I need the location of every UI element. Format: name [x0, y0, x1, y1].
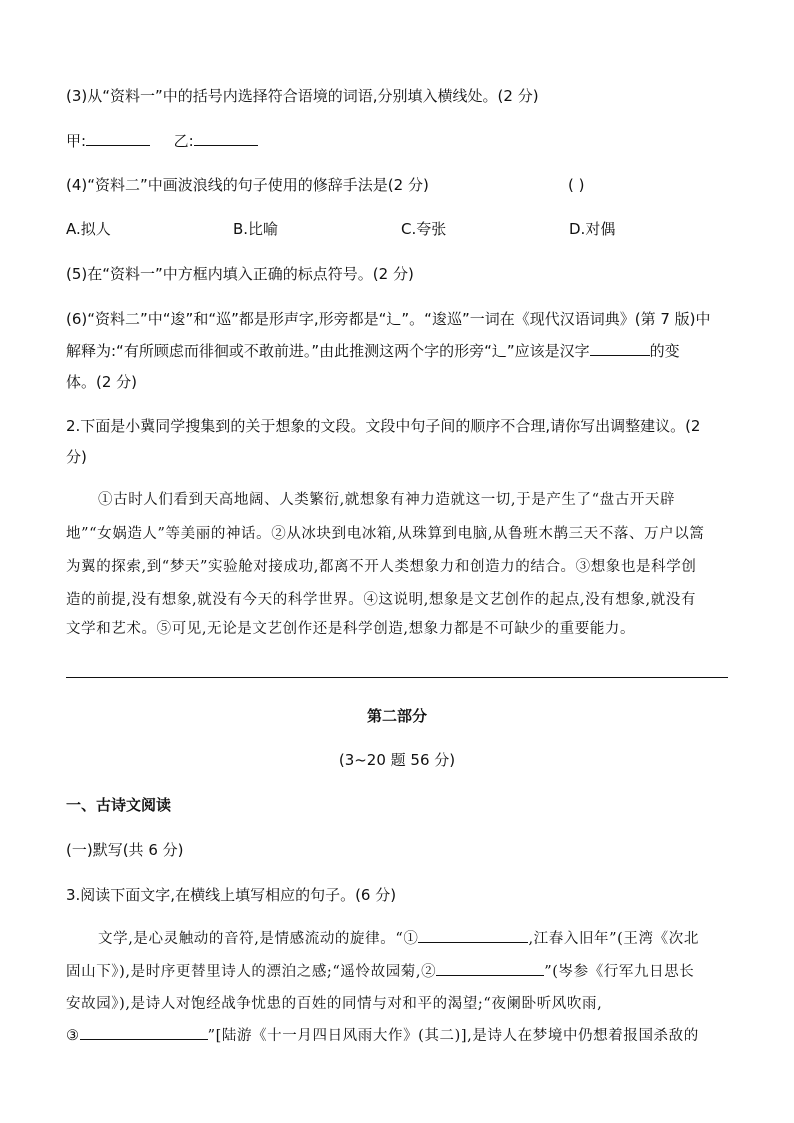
blank-1[interactable]: [418, 928, 528, 943]
blank-2[interactable]: [436, 961, 544, 976]
passage-line-1: ①古时人们看到天高地阔、人类繁衍,就想象有神力造就这一切,于是产生了“盘古开天辟: [98, 492, 676, 508]
question-5-prompt: (5)在“资料一”中方框内填入正确的标点符号。(2 分): [66, 265, 414, 283]
option-b[interactable]: B.比喻: [233, 220, 279, 238]
yi-label: 乙:: [173, 132, 194, 150]
question-6-line-3: 体。(2 分): [66, 373, 138, 391]
jia-label: 甲:: [66, 132, 87, 150]
question-6-line-1: (6)“资料二”中“逡”和“巡”都是形声字,形旁都是“辶”。“逡巡”一词在《现代汉语词典》(第 7 版)中: [66, 310, 711, 328]
option-a[interactable]: A.拟人: [66, 220, 111, 238]
question-6-line-2-text: 解释为:“有所顾虑而徘徊或不敢前进。”由此推测这两个字的形旁“辶”应该是汉字: [66, 342, 590, 360]
passage-line-4: 造的前提,没有想象,就没有今天的科学世界。④这说明,想象是文艺创作的起点,没有想象,就没有: [66, 592, 697, 608]
section-1-heading: 一、古诗文阅读: [66, 796, 172, 814]
passage-line-5: 文学和艺术。⑤可见,无论是文艺创作还是科学创造,想象力都是不可缺少的重要能力。: [66, 621, 636, 637]
reading-line-3: 安故园》),是诗人对饱经战争忧患的百姓的同情与对和平的渴望;“夜阑卧听风吹雨,: [66, 996, 603, 1012]
question-6-line-2-tail: 的变: [649, 342, 680, 360]
reading-line-1-tail: ,江春入旧年”(王湾《次北: [528, 931, 699, 947]
reading-line-2: [66, 961, 694, 982]
passage-line-3: 为翼的探索,到“梦天”实验舱对接成功,都离不开人类想象力和创造力的结合。③想象也是科学创: [66, 559, 697, 575]
reading-line-2-text: 固山下》),是时序更替里诗人的漂泊之感;“遥怜故园菊,②: [66, 964, 437, 980]
blank-3[interactable]: [80, 1025, 208, 1040]
question-4-prompt: (4)“资料二”中画波浪线的句子使用的修辞手法是(2 分): [66, 176, 429, 194]
reading-line-2-tail: ”(岑参《行军九日思长: [544, 964, 695, 980]
option-d[interactable]: D.对偶: [569, 220, 616, 238]
subsection-1-heading: (一)默写(共 6 分): [66, 841, 184, 859]
question-4-answer-paren[interactable]: ( ): [568, 176, 585, 194]
reading-line-4: [66, 1025, 699, 1046]
yi-blank[interactable]: [194, 131, 258, 146]
reading-line-1-text: 文学,是心灵触动的音符,是情感流动的旋律。“①: [98, 931, 419, 947]
part-2-title: 第二部分: [366, 707, 427, 725]
question-3b-prompt: 3.阅读下面文字,在横线上填写相应的句子。(6 分): [66, 886, 397, 904]
question-2-line-1: 2.下面是小冀同学搜集到的关于想象的文段。文段中句子间的顺序不合理,请你写出调整建议。(2: [66, 417, 701, 435]
question-6-line-2: [66, 341, 680, 361]
reading-line-4-text: ”[陆游《十一月四日风雨大作》(其二)],是诗人在梦境中仍想着报国杀敌的: [207, 1028, 699, 1044]
passage-line-2: 地”“女娲造人”等美丽的神话。②从冰块到电冰箱,从珠算到电脑,从鲁班木鹊三天不落、万户以篙: [66, 526, 705, 542]
question-6-blank[interactable]: [590, 341, 650, 356]
section-divider: [66, 677, 728, 678]
reading-line-1: [98, 928, 699, 949]
part-2-range: (3~20 题 56 分): [338, 751, 456, 769]
question-3-answer-row: [66, 131, 258, 151]
jia-blank[interactable]: [86, 131, 150, 146]
question-3-prompt: (3)从“资料一”中的括号内选择符合语境的词语,分别填入横线处。(2 分): [66, 87, 539, 105]
option-c[interactable]: C.夸张: [401, 220, 447, 238]
question-2-line-2: 分): [66, 448, 87, 466]
reading-line-4-marker: ③: [66, 1028, 80, 1044]
